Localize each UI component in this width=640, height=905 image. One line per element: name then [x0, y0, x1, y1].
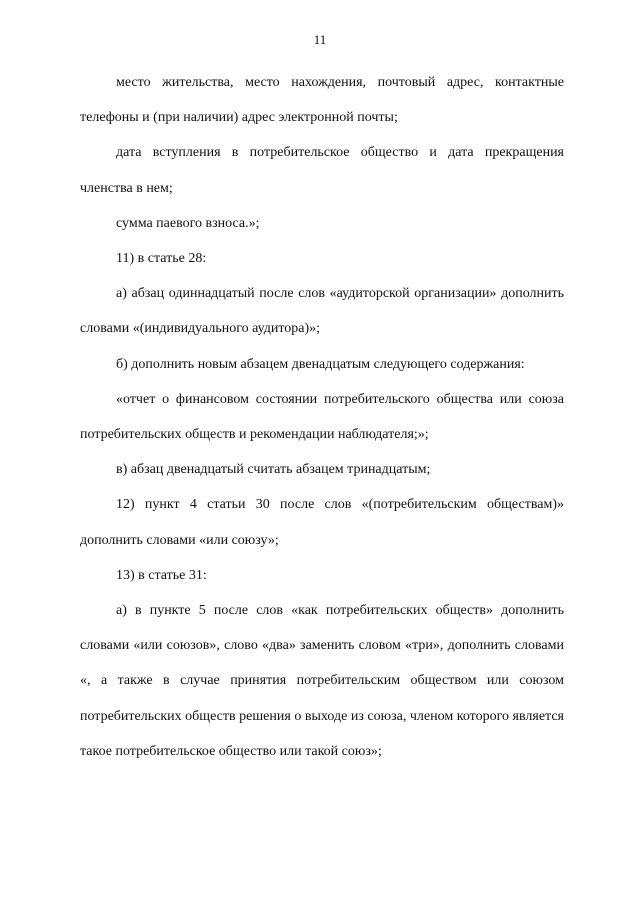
paragraph-item-11: 11) в статье 28:: [116, 251, 207, 267]
page-number: 11: [313, 32, 327, 47]
paragraph-item-11a: а) абзац одиннадцатый после слов «аудиторской организации» дополнить словами «(индивидуального аудитора)»;: [80, 286, 564, 337]
paragraph-item-12: 12) пункт 4 статьи 30 после слов «(потребительским обществам)» дополнить словами «или союзу»;: [80, 497, 564, 548]
paragraph-contact-info: место жительства, место нахождения, почтовый адрес, контактные телефоны и (при наличии) адрес электронной почты;: [80, 75, 564, 126]
paragraph-quote-report: «отчет о финансовом состоянии потребительского общества или союза потребительских обществ и рекомендации наблюдателя;»;: [80, 391, 564, 443]
paragraph-item-11b: б) дополнить новым абзацем двенадцатым следующего содержания:: [116, 356, 525, 372]
paragraph-membership-dates: дата вступления в потребительское общество и дата прекращения членства в нем;: [80, 145, 564, 196]
paragraph-share-fee: сумма паевого взноса.»;: [116, 215, 260, 231]
document-body: [80, 65, 564, 769]
paragraph-item-13a: а) в пункте 5 после слов «как потребительских обществ» дополнить словами «или союзов», слово «два» заменить словом «три», дополнить словами «, а также в случае принятия потребительским обществом или союзом потребительских обществ решения о выходе из союза, членом которого является такое потребительское общество или такой союз»;: [80, 603, 564, 759]
paragraph-item-13: 13) в статье 31:: [116, 567, 207, 583]
paragraph-item-11v: в) абзац двенадцатый считать абзацем тринадцатым;: [116, 462, 431, 478]
